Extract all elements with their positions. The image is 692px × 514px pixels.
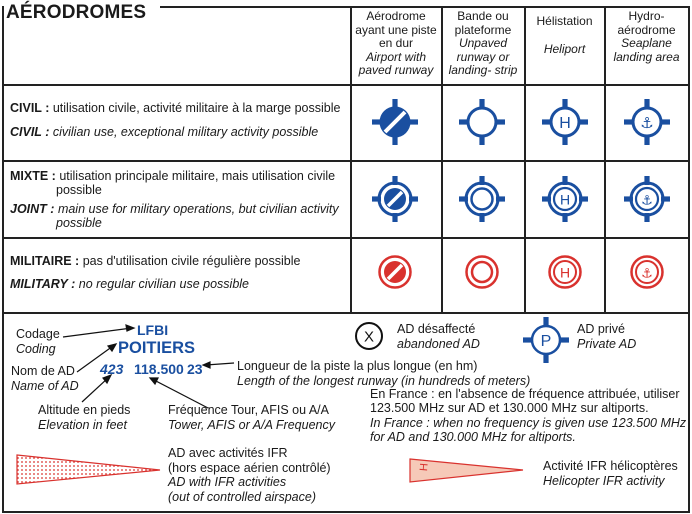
elevation-fr: Altitude en pieds xyxy=(38,403,131,417)
column-header-en: Airport with paved runway xyxy=(358,49,434,77)
column-header-fr: Aérodrome ayant une piste en dur xyxy=(355,9,437,50)
runway-value: 23 xyxy=(187,361,203,377)
frequency-value: 118.500 xyxy=(134,361,184,377)
anchor-icon: ⚓ xyxy=(641,193,653,209)
row-fr-label: MILITAIRE : xyxy=(10,254,80,268)
disused-en: abandoned AD xyxy=(397,336,480,351)
private-letter: P xyxy=(540,333,552,350)
civil-paved-symbol xyxy=(372,99,418,145)
row-en-text: main use for military operations, but civilian activity xyxy=(57,202,339,216)
row-fr-text: pas d'utilisation civile régulière possible xyxy=(82,254,301,268)
heliport-letter: H xyxy=(559,264,571,281)
joint-seaplane-symbol xyxy=(624,176,670,222)
civil-seaplane-symbol xyxy=(624,99,670,145)
ifr-en-1: AD with IFR activities xyxy=(168,475,287,489)
ad-name: POITIERS xyxy=(118,339,196,357)
ad-code: LFBI xyxy=(137,322,169,338)
heliport-letter: H xyxy=(559,115,571,132)
coding-en: Coding xyxy=(16,341,56,356)
ifr-en-2: (out of controlled airspace) xyxy=(168,489,316,504)
ifr-fr-1: AD avec activités IFR xyxy=(168,446,288,460)
joint-unpaved-symbol xyxy=(459,176,505,222)
joint-heliport-symbol xyxy=(542,176,588,222)
row-en-label: CIVIL : xyxy=(10,124,50,139)
disused-ad-symbol xyxy=(356,323,382,349)
civil-heliport-symbol xyxy=(542,99,588,145)
anchor-icon: ⚓ xyxy=(641,266,653,282)
heli-fr: Activité IFR hélicoptères xyxy=(543,459,678,473)
page-title: AÉRODROMES xyxy=(6,2,147,23)
france-frequency-note xyxy=(370,387,686,444)
france-en-2: for AD and 130.000 MHz for altiports. xyxy=(370,429,576,444)
row-fr-text: utilisation civile, activité militaire à la marge possible xyxy=(52,101,341,115)
row-en-label: JOINT : xyxy=(10,202,55,216)
row-fr-label: MIXTE : xyxy=(10,169,56,183)
runway-length-label xyxy=(237,359,530,388)
coding-fr: Codage xyxy=(16,327,60,341)
heliport-letter: H xyxy=(559,191,571,208)
row-en-text: no regular civilian use possible xyxy=(78,276,249,291)
ifr-activity-label xyxy=(168,446,331,504)
coding-label xyxy=(16,327,60,356)
military-paved-symbol xyxy=(380,257,411,288)
frequency-en: Tower, AFIS or A/A Frequency xyxy=(168,417,335,432)
runway-en: Length of the longest runway (in hundreds of meters) xyxy=(237,373,531,388)
elevation-value: 423 xyxy=(100,361,124,377)
private-en: Private AD xyxy=(577,336,637,351)
heli-en: Helicopter IFR activity xyxy=(543,473,665,488)
disused-letter: X xyxy=(363,328,375,346)
frequency-label xyxy=(168,403,335,432)
column-header-fr: Bande ou plateforme xyxy=(454,9,512,37)
heli-ifr-label xyxy=(543,459,678,488)
joint-paved-symbol xyxy=(372,176,418,222)
column-header-fr: Hydro-aérodrome xyxy=(617,9,676,37)
name-of-ad-label xyxy=(11,364,79,393)
military-unpaved-symbol xyxy=(467,257,498,288)
private-ad-label xyxy=(577,322,636,351)
elevation-label xyxy=(38,403,130,432)
france-fr-1: En France : en l'absence de fréquence attribuée, utiliser xyxy=(370,387,680,401)
name-fr: Nom de AD xyxy=(11,364,75,378)
private-ad-symbol xyxy=(523,317,569,363)
row-en-text: civilian use, exceptional military activity possible xyxy=(52,124,319,139)
row-en-label: MILITARY : xyxy=(10,276,76,291)
column-header-en: Unpaved runway or landing- strip xyxy=(448,36,518,77)
ifr-fr-2: (hors espace aérien contrôlé) xyxy=(168,460,331,475)
row-fr-text-cont: possible xyxy=(56,182,102,197)
anchor-icon: ⚓ xyxy=(640,114,654,132)
military-heliport-symbol xyxy=(550,257,581,288)
ifr-activity-wedge xyxy=(17,455,160,484)
private-fr: AD privé xyxy=(577,322,625,336)
column-header-en: Seaplane landing area xyxy=(613,36,680,64)
heli-ifr-letter: H xyxy=(418,462,431,472)
runway-fr: Longueur de la piste la plus longue (en hm) xyxy=(237,359,478,373)
civil-unpaved-symbol xyxy=(459,99,505,145)
column-header-en: Heliport xyxy=(543,41,586,56)
elevation-en: Elevation in feet xyxy=(38,417,127,432)
military-seaplane-symbol xyxy=(632,257,663,288)
row-fr-text: utilisation principale militaire, mais utilisation civile xyxy=(59,169,336,183)
row-en-text-cont: possible xyxy=(56,215,102,230)
column-header-fr: Hélistation xyxy=(536,14,593,28)
disused-fr: AD désaffecté xyxy=(397,322,476,336)
name-en: Name of AD xyxy=(11,378,79,393)
disused-ad-label xyxy=(397,322,480,351)
frequency-fr: Fréquence Tour, AFIS ou A/A xyxy=(168,403,329,417)
france-en-1: In France : when no frequency is given use 123.500 MHz xyxy=(370,415,687,430)
row-fr-label: CIVIL : xyxy=(10,101,50,115)
france-fr-2: 123.500 MHz sur AD et 130.000 MHz sur altiports. xyxy=(370,401,649,416)
